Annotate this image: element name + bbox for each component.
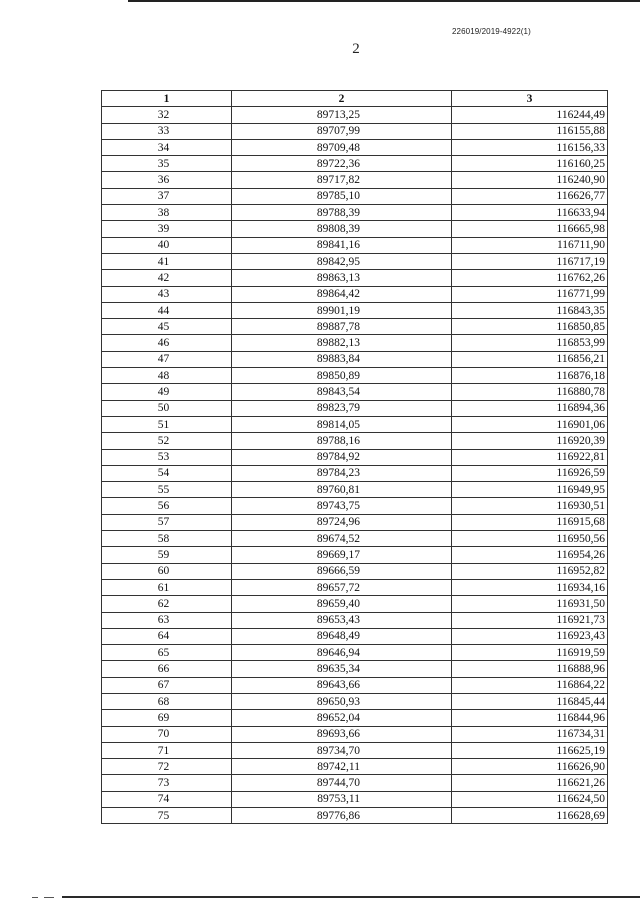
- x-coordinate-cell: 89669,17: [232, 547, 452, 563]
- x-coordinate-cell: 89742,11: [232, 759, 452, 775]
- document-code: 226019/2019-4922(1): [452, 27, 531, 36]
- bottom-edge-rule: [62, 896, 640, 898]
- x-coordinate-cell: 89814,05: [232, 416, 452, 432]
- y-coordinate-cell: 116921,73: [452, 612, 608, 628]
- table-row: [102, 449, 608, 465]
- y-coordinate-cell: 116155,88: [452, 123, 608, 139]
- x-coordinate-cell: 89666,59: [232, 563, 452, 579]
- y-coordinate-cell: 116717,19: [452, 253, 608, 269]
- point-number-cell: 50: [102, 400, 232, 416]
- x-coordinate-cell: 89823,79: [232, 400, 452, 416]
- x-coordinate-cell: 89659,40: [232, 596, 452, 612]
- point-number-cell: 46: [102, 335, 232, 351]
- x-coordinate-cell: 89843,54: [232, 384, 452, 400]
- y-coordinate-cell: 116624,50: [452, 791, 608, 807]
- point-number-cell: 64: [102, 628, 232, 644]
- y-coordinate-cell: 116952,82: [452, 563, 608, 579]
- x-coordinate-cell: 89724,96: [232, 514, 452, 530]
- point-number-cell: 44: [102, 302, 232, 318]
- table-row: [102, 368, 608, 384]
- point-number-cell: 57: [102, 514, 232, 530]
- x-coordinate-cell: 89785,10: [232, 188, 452, 204]
- table-row: [102, 759, 608, 775]
- y-coordinate-cell: 116626,90: [452, 759, 608, 775]
- column-header-3: 3: [452, 91, 608, 107]
- point-number-cell: 55: [102, 482, 232, 498]
- table-row: [102, 482, 608, 498]
- y-coordinate-cell: 116244,49: [452, 107, 608, 123]
- x-coordinate-cell: 89648,49: [232, 628, 452, 644]
- point-number-cell: 54: [102, 465, 232, 481]
- y-coordinate-cell: 116880,78: [452, 384, 608, 400]
- x-coordinate-cell: 89753,11: [232, 791, 452, 807]
- y-coordinate-cell: 116665,98: [452, 221, 608, 237]
- x-coordinate-cell: 89744,70: [232, 775, 452, 791]
- x-coordinate-cell: 89650,93: [232, 693, 452, 709]
- y-coordinate-cell: 116240,90: [452, 172, 608, 188]
- table-row: [102, 677, 608, 693]
- table-row: [102, 302, 608, 318]
- y-coordinate-cell: 116845,44: [452, 693, 608, 709]
- y-coordinate-cell: 116931,50: [452, 596, 608, 612]
- x-coordinate-cell: 89643,66: [232, 677, 452, 693]
- point-number-cell: 56: [102, 498, 232, 514]
- x-coordinate-cell: 89760,81: [232, 482, 452, 498]
- point-number-cell: 39: [102, 221, 232, 237]
- table-row: [102, 579, 608, 595]
- point-number-cell: 40: [102, 237, 232, 253]
- x-coordinate-cell: 89707,99: [232, 123, 452, 139]
- y-coordinate-cell: 116930,51: [452, 498, 608, 514]
- x-coordinate-cell: 89717,82: [232, 172, 452, 188]
- y-coordinate-cell: 116876,18: [452, 368, 608, 384]
- y-coordinate-cell: 116950,56: [452, 531, 608, 547]
- point-number-cell: 47: [102, 351, 232, 367]
- x-coordinate-cell: 89901,19: [232, 302, 452, 318]
- table-row: [102, 335, 608, 351]
- point-number-cell: 37: [102, 188, 232, 204]
- point-number-cell: 32: [102, 107, 232, 123]
- point-number-cell: 66: [102, 661, 232, 677]
- point-number-cell: 41: [102, 253, 232, 269]
- point-number-cell: 53: [102, 449, 232, 465]
- bottom-dash-left-2: [44, 897, 54, 898]
- y-coordinate-cell: 116850,85: [452, 319, 608, 335]
- point-number-cell: 73: [102, 775, 232, 791]
- point-number-cell: 45: [102, 319, 232, 335]
- y-coordinate-cell: 116844,96: [452, 710, 608, 726]
- table-header-row: [102, 91, 608, 107]
- x-coordinate-cell: 89713,25: [232, 107, 452, 123]
- table-row: [102, 156, 608, 172]
- column-header-2: 2: [232, 91, 452, 107]
- x-coordinate-cell: 89657,72: [232, 579, 452, 595]
- x-coordinate-cell: 89784,23: [232, 465, 452, 481]
- x-coordinate-cell: 89788,16: [232, 433, 452, 449]
- x-coordinate-cell: 89776,86: [232, 808, 452, 824]
- y-coordinate-cell: 116901,06: [452, 416, 608, 432]
- table-row: [102, 531, 608, 547]
- table-row: [102, 547, 608, 563]
- x-coordinate-cell: 89652,04: [232, 710, 452, 726]
- x-coordinate-cell: 89788,39: [232, 205, 452, 221]
- y-coordinate-cell: 116625,19: [452, 742, 608, 758]
- point-number-cell: 61: [102, 579, 232, 595]
- x-coordinate-cell: 89709,48: [232, 139, 452, 155]
- x-coordinate-cell: 89722,36: [232, 156, 452, 172]
- point-number-cell: 63: [102, 612, 232, 628]
- x-coordinate-cell: 89653,43: [232, 612, 452, 628]
- table-row: [102, 563, 608, 579]
- x-coordinate-cell: 89693,66: [232, 726, 452, 742]
- y-coordinate-cell: 116853,99: [452, 335, 608, 351]
- table-row: [102, 628, 608, 644]
- y-coordinate-cell: 116922,81: [452, 449, 608, 465]
- table-row: [102, 188, 608, 204]
- y-coordinate-cell: 116771,99: [452, 286, 608, 302]
- point-number-cell: 69: [102, 710, 232, 726]
- y-coordinate-cell: 116949,95: [452, 482, 608, 498]
- table-row: [102, 465, 608, 481]
- y-coordinate-cell: 116894,36: [452, 400, 608, 416]
- point-number-cell: 60: [102, 563, 232, 579]
- point-number-cell: 65: [102, 645, 232, 661]
- x-coordinate-cell: 89646,94: [232, 645, 452, 661]
- table-row: [102, 319, 608, 335]
- table-row: [102, 742, 608, 758]
- table-row: [102, 645, 608, 661]
- point-number-cell: 34: [102, 139, 232, 155]
- table-row: [102, 172, 608, 188]
- y-coordinate-cell: 116762,26: [452, 270, 608, 286]
- x-coordinate-cell: 89841,16: [232, 237, 452, 253]
- point-number-cell: 42: [102, 270, 232, 286]
- table-row: [102, 710, 608, 726]
- y-coordinate-cell: 116926,59: [452, 465, 608, 481]
- point-number-cell: 62: [102, 596, 232, 612]
- y-coordinate-cell: 116864,22: [452, 677, 608, 693]
- table-row: [102, 286, 608, 302]
- y-coordinate-cell: 116843,35: [452, 302, 608, 318]
- point-number-cell: 51: [102, 416, 232, 432]
- point-number-cell: 58: [102, 531, 232, 547]
- x-coordinate-cell: 89734,70: [232, 742, 452, 758]
- y-coordinate-cell: 116934,16: [452, 579, 608, 595]
- point-number-cell: 52: [102, 433, 232, 449]
- y-coordinate-cell: 116633,94: [452, 205, 608, 221]
- y-coordinate-cell: 116711,90: [452, 237, 608, 253]
- y-coordinate-cell: 116628,69: [452, 808, 608, 824]
- x-coordinate-cell: 89842,95: [232, 253, 452, 269]
- y-coordinate-cell: 116888,96: [452, 661, 608, 677]
- table-row: [102, 693, 608, 709]
- point-number-cell: 72: [102, 759, 232, 775]
- table-row: [102, 400, 608, 416]
- point-number-cell: 38: [102, 205, 232, 221]
- table-row: [102, 514, 608, 530]
- table-row: [102, 416, 608, 432]
- table-row: [102, 237, 608, 253]
- table-row: [102, 808, 608, 824]
- table-row: [102, 612, 608, 628]
- x-coordinate-cell: 89808,39: [232, 221, 452, 237]
- page-number: 2: [352, 41, 360, 57]
- table-body: [102, 107, 608, 824]
- y-coordinate-cell: 116156,33: [452, 139, 608, 155]
- table-row: [102, 221, 608, 237]
- table-row: [102, 775, 608, 791]
- x-coordinate-cell: 89883,84: [232, 351, 452, 367]
- coordinates-table: [101, 90, 608, 824]
- y-coordinate-cell: 116915,68: [452, 514, 608, 530]
- table-row: [102, 726, 608, 742]
- table-row: [102, 205, 608, 221]
- y-coordinate-cell: 116919,59: [452, 645, 608, 661]
- table-row: [102, 498, 608, 514]
- x-coordinate-cell: 89743,75: [232, 498, 452, 514]
- point-number-cell: 59: [102, 547, 232, 563]
- point-number-cell: 74: [102, 791, 232, 807]
- point-number-cell: 68: [102, 693, 232, 709]
- bottom-dash-left: [32, 897, 38, 898]
- x-coordinate-cell: 89784,92: [232, 449, 452, 465]
- point-number-cell: 70: [102, 726, 232, 742]
- table-row: [102, 270, 608, 286]
- point-number-cell: 36: [102, 172, 232, 188]
- table-row: [102, 107, 608, 123]
- x-coordinate-cell: 89674,52: [232, 531, 452, 547]
- point-number-cell: 75: [102, 808, 232, 824]
- table-row: [102, 596, 608, 612]
- table-row: [102, 384, 608, 400]
- y-coordinate-cell: 116160,25: [452, 156, 608, 172]
- y-coordinate-cell: 116734,31: [452, 726, 608, 742]
- table-row: [102, 139, 608, 155]
- y-coordinate-cell: 116920,39: [452, 433, 608, 449]
- y-coordinate-cell: 116621,26: [452, 775, 608, 791]
- top-edge-rule: [128, 0, 640, 2]
- x-coordinate-cell: 89850,89: [232, 368, 452, 384]
- point-number-cell: 67: [102, 677, 232, 693]
- point-number-cell: 49: [102, 384, 232, 400]
- y-coordinate-cell: 116856,21: [452, 351, 608, 367]
- x-coordinate-cell: 89864,42: [232, 286, 452, 302]
- point-number-cell: 33: [102, 123, 232, 139]
- point-number-cell: 35: [102, 156, 232, 172]
- column-header-1: 1: [102, 91, 232, 107]
- point-number-cell: 48: [102, 368, 232, 384]
- y-coordinate-cell: 116923,43: [452, 628, 608, 644]
- table-row: [102, 351, 608, 367]
- point-number-cell: 71: [102, 742, 232, 758]
- x-coordinate-cell: 89887,78: [232, 319, 452, 335]
- table-row: [102, 253, 608, 269]
- point-number-cell: 43: [102, 286, 232, 302]
- table-row: [102, 791, 608, 807]
- y-coordinate-cell: 116954,26: [452, 547, 608, 563]
- x-coordinate-cell: 89882,13: [232, 335, 452, 351]
- table-row: [102, 433, 608, 449]
- x-coordinate-cell: 89863,13: [232, 270, 452, 286]
- table-row: [102, 123, 608, 139]
- y-coordinate-cell: 116626,77: [452, 188, 608, 204]
- x-coordinate-cell: 89635,34: [232, 661, 452, 677]
- table-row: [102, 661, 608, 677]
